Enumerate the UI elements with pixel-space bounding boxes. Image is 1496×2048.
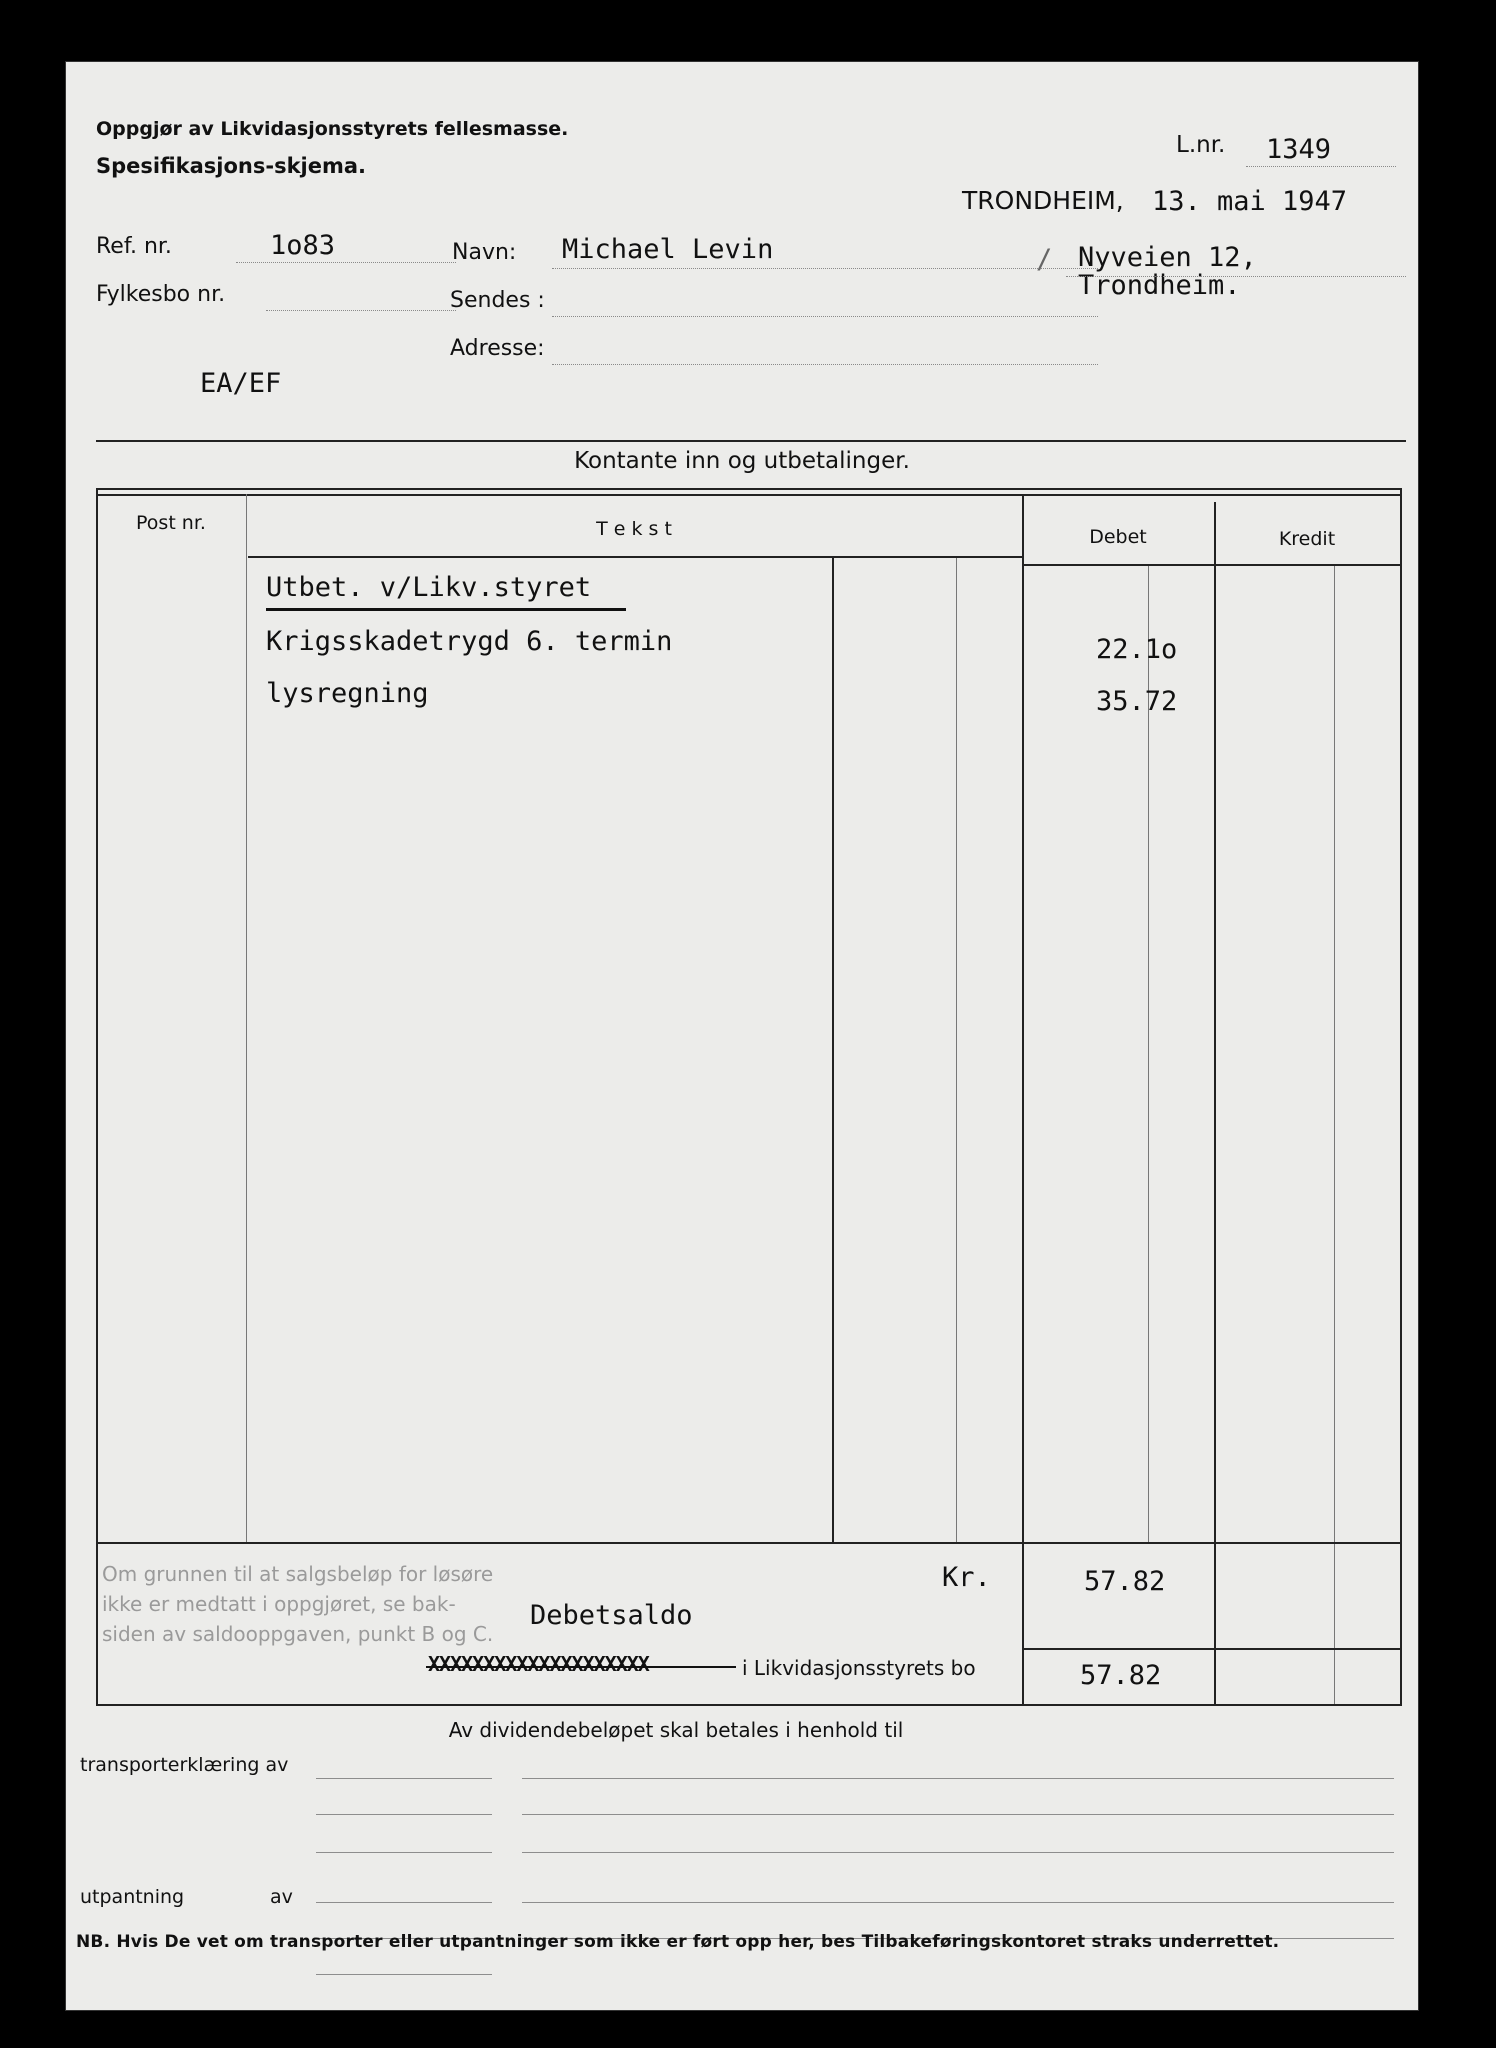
section-divider — [96, 440, 1406, 442]
utpantning-line-1b — [522, 1902, 1394, 1903]
table-left-border — [96, 488, 98, 1706]
form-sheet — [66, 62, 1418, 2010]
fylkesbo-label: Fylkesbo nr. — [96, 282, 226, 307]
strike-through-line — [426, 1666, 736, 1668]
utpantning-label: utpantning — [80, 1886, 185, 1908]
utpantning-line-3a — [316, 1974, 492, 1975]
tekst-subcol-separator — [956, 558, 957, 1542]
lnr-value: 1349 — [1266, 134, 1332, 165]
navn-value: Michael Levin — [562, 234, 774, 265]
place-label: TRONDHEIM, — [962, 186, 1124, 215]
row-1-underline — [266, 608, 626, 611]
row-2-text: Krigsskadetrygd 6. termin — [266, 626, 673, 657]
slash-mark: / — [1036, 244, 1053, 275]
row-3-debet: 35.72 — [1096, 686, 1178, 717]
transport-label: transporterklæring av — [80, 1754, 289, 1776]
col-tekst-header: T e k s t — [596, 518, 672, 540]
transport-line-3a — [316, 1852, 492, 1853]
bo-label: i Likvidasjonsstyrets bo — [742, 1656, 976, 1680]
date-value: 13. mai 1947 — [1152, 186, 1348, 217]
debet-col-separator — [1022, 494, 1024, 1706]
col-debet-header: Debet — [1089, 526, 1147, 548]
amount-header-rule — [1022, 564, 1402, 566]
address-underline — [1066, 276, 1406, 277]
struck-out-text: XXXXXXXXXXXXXXXXXXXX — [428, 1652, 649, 1676]
totals-top-rule — [96, 1542, 1402, 1544]
adresse-underline — [552, 364, 1098, 365]
sendes-underline — [552, 316, 1098, 317]
transport-line-3b — [522, 1852, 1394, 1853]
utpantning-av: av — [270, 1886, 293, 1908]
bo-value: 57.82 — [1080, 1660, 1162, 1691]
col-kredit-header: Kredit — [1278, 528, 1336, 550]
tekst-inner-separator — [832, 558, 834, 1542]
fylkesbo-underline — [266, 310, 456, 311]
navn-underline — [552, 268, 1098, 269]
table-right-border — [1400, 488, 1402, 1706]
kredit-col-separator — [1214, 502, 1216, 1706]
initials: EA/EF — [200, 368, 282, 399]
kr-label: Kr. — [942, 1562, 991, 1593]
col-post-header: Post nr. — [136, 512, 206, 534]
org-line: Oppgjør av Likvidasjonsstyrets fellesmasse. — [96, 118, 569, 140]
ref-underline — [236, 262, 456, 263]
lnr-underline — [1246, 166, 1396, 167]
post-col-separator — [246, 494, 247, 1542]
navn-label: Navn: — [452, 240, 517, 265]
table-top-border — [96, 488, 1402, 490]
table-bottom-border — [96, 1704, 1402, 1706]
adresse-label: Adresse: — [450, 336, 545, 361]
saldo-label: Debetsaldo — [530, 1600, 693, 1631]
section-title: Kontante inn og utbetalinger. — [574, 448, 910, 474]
dividend-line: Av dividendebeløpet skal betales i henhold til — [448, 1718, 904, 1742]
address-line2: Trondheim. — [1078, 270, 1241, 301]
transport-line-1b — [522, 1778, 1394, 1779]
form-title: Spesifikasjons-skjema. — [96, 154, 367, 178]
sendes-label: Sendes : — [450, 288, 545, 313]
bo-rule — [1022, 1648, 1402, 1650]
nb-notice: NB. Hvis De vet om transporter eller utpantninger som ikke er ført opp her, bes Tilbakeføringskontoret straks underrettet. — [76, 1932, 1280, 1952]
row-2-debet: 22.1o — [1096, 634, 1178, 665]
ref-value: 1o83 — [270, 230, 336, 261]
note-line3: siden av saldooppgaven, punkt B og C. — [102, 1622, 494, 1646]
row-3-text: lysregning — [266, 678, 429, 709]
utpantning-line-1a — [316, 1902, 492, 1903]
kredit-cents-separator — [1334, 566, 1335, 1706]
transport-line-2a — [316, 1814, 492, 1815]
transport-line-2b — [522, 1814, 1394, 1815]
tekst-header-rule — [248, 556, 1022, 558]
note-line1: Om grunnen til at salgsbeløp for løsøre — [102, 1562, 494, 1586]
note-line2: ikke er medtatt i oppgjøret, se bak- — [102, 1592, 456, 1616]
kr-value: 57.82 — [1084, 1566, 1166, 1597]
lnr-label: L.nr. — [1176, 132, 1226, 158]
table-top-border-inner — [96, 494, 1402, 496]
row-1-text: Utbet. v/Likv.styret — [266, 572, 592, 603]
ref-label: Ref. nr. — [96, 234, 172, 259]
address-line1: Nyveien 12, — [1078, 242, 1257, 273]
transport-line-1a — [316, 1778, 492, 1779]
